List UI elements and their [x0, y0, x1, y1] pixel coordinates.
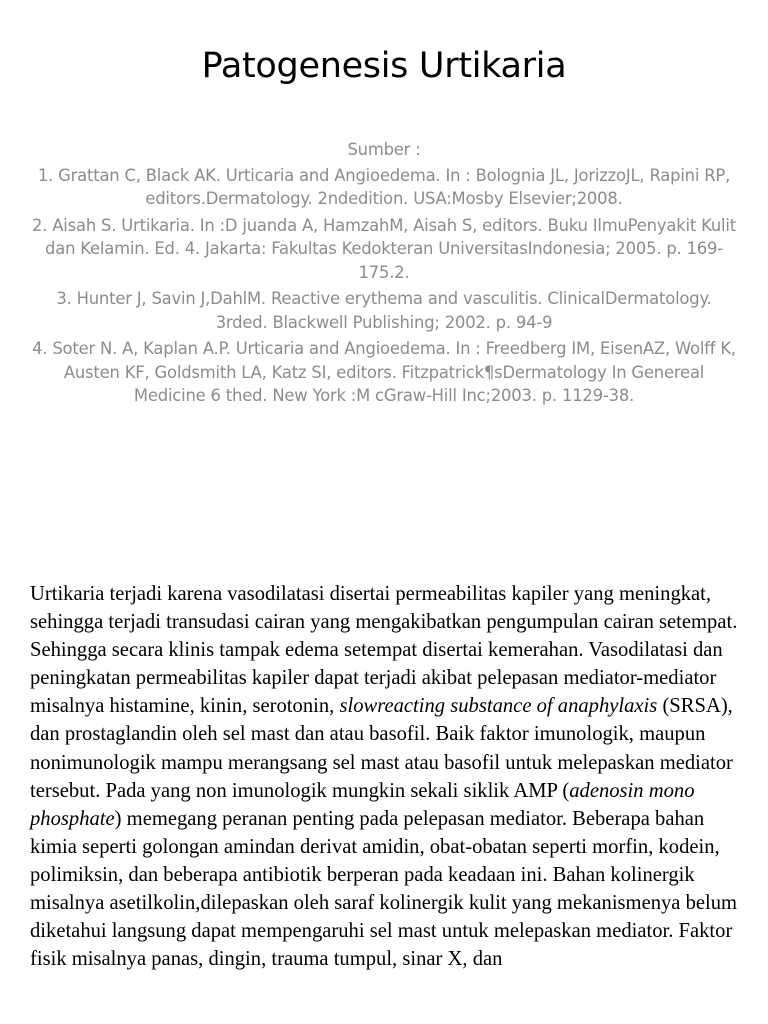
body-text-segment: Urtikaria terjadi karena vasodilatasi disertai permeabilitas kapiler yang meningkat, sehingga terjadi transudasi cairan yang mengakibatkan pengumpulan cairan setempat. Sehingga secara klinis tampak edema setempat disertai kemerahan. Vasodilatasi dan peningkatan permeabilitas kapiler dapat terjadi akibat pelepasan mediator-mediator misalnya histamine, kinin, serotonin, [30, 583, 738, 718]
reference-item: 3. Hunter J, Savin J,DahlM. Reactive erythema and vasculitis. ClinicalDermatology. 3rded. Blackwell Publishing; 2002. p. 94-9 [56, 289, 712, 332]
body-text-segment: (SRSA), dan prostaglandin oleh sel mast dan atau basofil. Baik faktor imunologik, maupun nonimunologik mampu merangsang sel mast atau basofil untuk melepaskan mediator tersebut. Pada yang non imunologik mungkin sekali siklik AMP ( [30, 695, 733, 802]
sources-list [30, 138, 738, 411]
body-italic-term: slowreacting substance of anaphylaxis [339, 695, 658, 718]
body-paragraph [30, 580, 754, 973]
reference-item: 4. Soter N. A, Kaplan A.P. Urticaria and Angioedema. In : Freedberg IM, EisenAZ, Wolff K, Austen KF, Goldsmith LA, Katz SI, editors. Fitzpatrick¶sDermatology In Genereal Medicine 6 thed. New York :M cGraw-Hill Inc;2003. p. 1129-38. [32, 339, 736, 405]
body-text-segment: ) memegang peranan penting pada pelepasan mediator. Beberapa bahan kimia seperti golongan amindan derivat amidin, obat-obatan seperti morfin, kodein, polimiksin, dan beberapa antibiotik berperan pada keadaan ini. Bahan kolinergik misalnya asetilkolin,dilepaskan oleh saraf kolinergik kulit yang mekanismenya belum diketahui langsung dapat mempengaruhi sel mast untuk melepaskan mediator. Faktor fisik misalnya panas, dingin, trauma tumpul, sinar X, dan [30, 807, 738, 971]
body-italic-term: adenosin mono phosphate [30, 779, 695, 830]
reference-item: 2. Aisah S. Urtikaria. In :D juanda A, HamzahM, Aisah S, editors. Buku IlmuPenyakit Kulit dan Kelamin. Ed. 4. Jakarta: Fakultas Kedokteran UniversitasIndonesia; 2005. p. 169-175.2. [32, 215, 736, 282]
slide-title: Patogenesis Urtikaria [201, 46, 567, 86]
sources-heading: Sumber : [347, 140, 421, 159]
reference-item: 1. Grattan C, Black AK. Urticaria and Angioedema. In : Bolognia JL, JorizzoJL, Rapini RP, editors.Dermatology. 2ndedition. USA:Mosby Elsevier;2008. [37, 165, 731, 208]
